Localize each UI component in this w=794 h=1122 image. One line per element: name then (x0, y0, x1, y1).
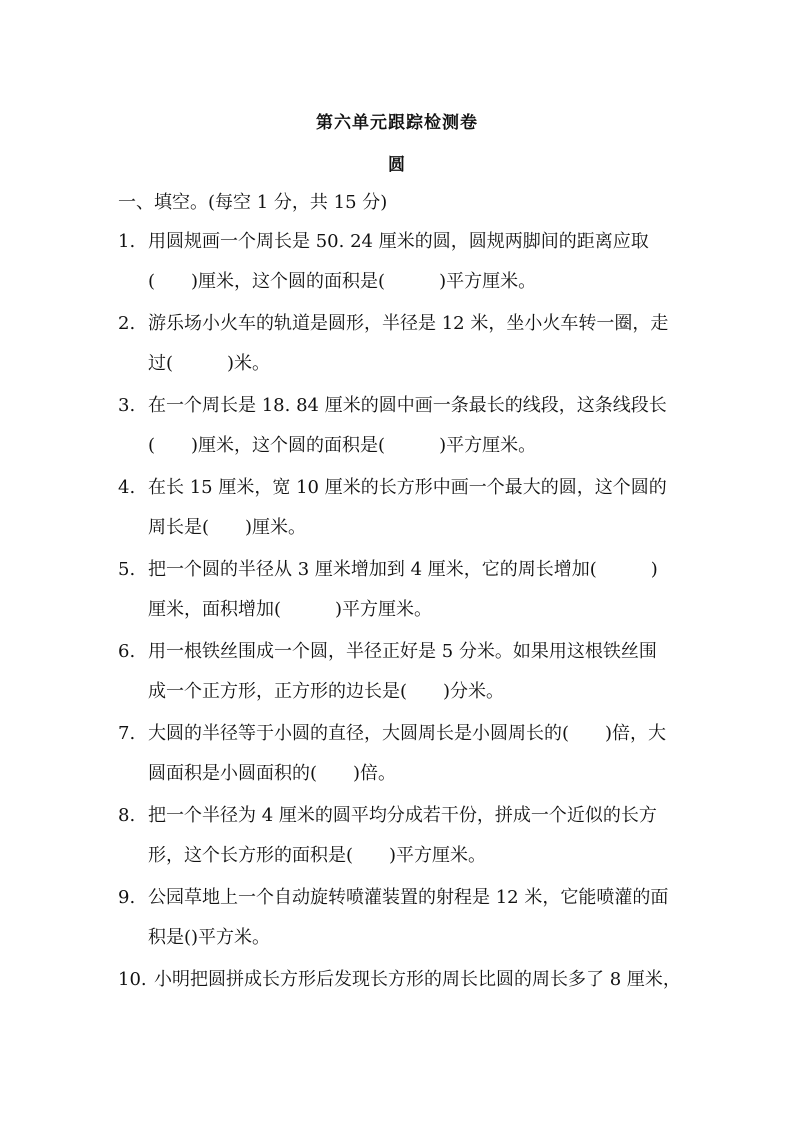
question-text-cont: ( )厘米，这个圆的面积是( )平方厘米。 (148, 271, 537, 292)
question-text: 在长 15 厘米，宽 10 厘米的长方形中画一个最大的圆，这个圆的 (148, 477, 667, 498)
question-number: 9. (118, 887, 136, 908)
question-text: 大圆的半径等于小圆的直径，大圆周长是小圆周长的( )倍，大 (148, 723, 667, 744)
question-number: 6. (118, 641, 136, 662)
page-title: 第六单元跟踪检测卷 (316, 113, 478, 133)
question-5 (118, 550, 688, 630)
question-text: 把一个半径为 4 厘米的圆平均分成若干份，拼成一个近似的长方 (148, 805, 657, 826)
question-1 (118, 222, 688, 302)
question-text: 公园草地上一个自动旋转喷灌装置的射程是 12 米，它能喷灌的面 (148, 887, 669, 908)
question-number: 2. (118, 313, 136, 334)
question-text-cont: 形，这个长方形的面积是( )平方厘米。 (148, 845, 487, 866)
question-text-cont: 积是()平方米。 (148, 927, 271, 948)
question-text: 用圆规画一个周长是 50. 24 厘米的圆，圆规两脚间的距离应取 (148, 231, 649, 252)
question-9 (118, 878, 688, 958)
question-text: 用一根铁丝围成一个圆，半径正好是 5 分米。如果用这根铁丝围 (148, 641, 657, 662)
question-text-cont: ( )厘米，这个圆的面积是( )平方厘米。 (148, 435, 537, 456)
question-text-cont: 成一个正方形，正方形的边长是( )分米。 (148, 681, 505, 702)
question-8 (118, 796, 688, 876)
question-text-cont: 过( )米。 (148, 353, 271, 374)
question-text: 在一个周长是 18. 84 厘米的圆中画一条最长的线段，这条线段长 (148, 395, 667, 416)
question-number: 3. (118, 395, 136, 416)
question-number: 10. (118, 969, 147, 990)
question-text: 小明把圆拼成长方形后发现长方形的周长比圆的周长多了 8 厘米， (154, 969, 681, 990)
question-number: 5. (118, 559, 136, 580)
question-4 (118, 468, 688, 548)
question-number: 8. (118, 805, 136, 826)
question-text: 把一个圆的半径从 3 厘米增加到 4 厘米，它的周长增加( ) (148, 559, 658, 580)
question-number: 7. (118, 723, 136, 744)
question-number: 4. (118, 477, 136, 498)
question-3 (118, 386, 688, 466)
question-text-cont: 圆面积是小圆面积的( )倍。 (148, 763, 397, 784)
question-number: 1. (118, 231, 136, 252)
question-text-cont: 周长是( )厘米。 (148, 517, 307, 538)
question-10 (118, 960, 688, 1000)
question-text: 游乐场小火车的轨道是圆形，半径是 12 米，坐小火车转一圈，走 (148, 313, 669, 334)
section-heading: 一、填空。(每空 1 分，共 15 分) (118, 192, 388, 213)
question-text-cont: 厘米，面积增加( )平方厘米。 (148, 599, 433, 620)
question-7 (118, 714, 688, 794)
question-6 (118, 632, 688, 712)
question-2 (118, 304, 688, 384)
page-subtitle: 圆 (388, 155, 406, 175)
